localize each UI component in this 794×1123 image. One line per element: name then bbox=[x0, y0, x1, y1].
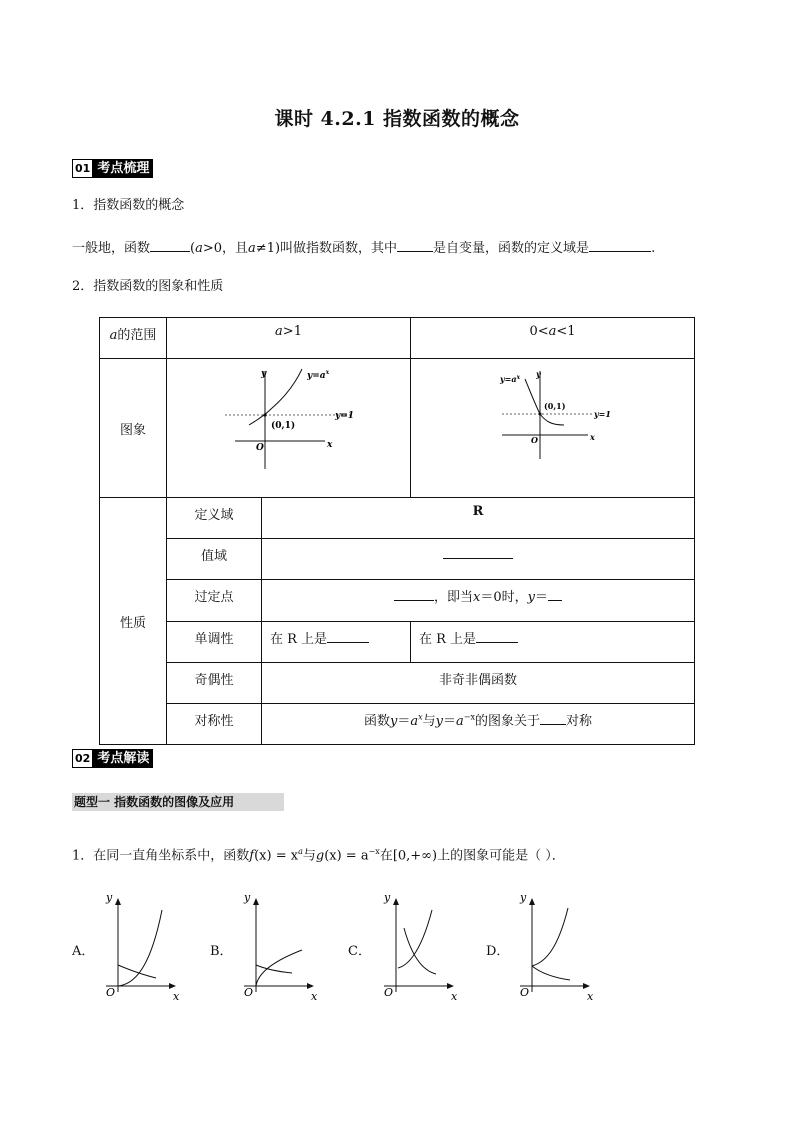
definition-line bbox=[72, 238, 655, 258]
col-a-greater-1 bbox=[167, 318, 411, 359]
cell-text: ＝ bbox=[534, 590, 548, 605]
axis-y-label: y bbox=[244, 891, 251, 904]
fixed-point-label: 过定点 bbox=[167, 580, 262, 622]
math-text: (x) = x bbox=[254, 848, 299, 864]
origin-label: O bbox=[256, 443, 264, 453]
def-text: 一般地，函数 bbox=[72, 241, 151, 256]
var-y: y bbox=[389, 714, 398, 729]
cell-text: ＝ bbox=[443, 714, 457, 729]
cell-text: 的范围 bbox=[117, 328, 157, 343]
question-1-text bbox=[72, 843, 565, 865]
parity-label: 奇偶性 bbox=[167, 663, 262, 704]
point-label: (0,1) bbox=[271, 421, 296, 431]
line-label: y=1 bbox=[593, 409, 611, 419]
origin-label: O bbox=[244, 986, 254, 999]
cell-text: ＝ bbox=[397, 714, 411, 729]
monotonic-right bbox=[411, 622, 695, 663]
cell-text: 对称 bbox=[566, 714, 593, 729]
parity-value: 非奇非偶函数 bbox=[262, 663, 695, 704]
props-label-cell: 性质 bbox=[100, 498, 167, 745]
question-type-banner: 题型一 指数函数的图像及应用 bbox=[72, 793, 284, 811]
axis-x-label: x bbox=[327, 440, 333, 450]
point-0-1 bbox=[263, 413, 266, 416]
graph-decreasing bbox=[412, 359, 694, 493]
choice-d-graph[interactable] bbox=[512, 888, 612, 1006]
section-header-02 bbox=[72, 749, 153, 768]
choice-a-graph[interactable] bbox=[98, 888, 198, 1006]
var-a: a bbox=[275, 324, 283, 339]
var-a: a bbox=[248, 241, 256, 256]
def-text: ≠1)叫做指数函数，其中 bbox=[255, 241, 398, 256]
interval: [0,+∞) bbox=[392, 848, 438, 864]
def-text: 是自变量，函数的定义域是 bbox=[433, 241, 590, 256]
cell-text: ＝0时， bbox=[480, 590, 528, 605]
math-text: (x) = a bbox=[324, 848, 369, 864]
line-label: y=1 bbox=[335, 411, 355, 421]
axis-y-label: y bbox=[106, 891, 113, 904]
blank-symmetry bbox=[540, 711, 566, 725]
monotonic-label: 单调性 bbox=[167, 622, 262, 663]
var-a: a bbox=[109, 328, 118, 343]
curve-label: $y=a^x$ bbox=[499, 374, 520, 384]
graph-increasing bbox=[167, 359, 410, 493]
var-g: g bbox=[315, 848, 325, 864]
blank-domain bbox=[589, 238, 651, 252]
monotonic-left bbox=[262, 622, 411, 663]
question-text: 上的图象可能是（ ）． bbox=[437, 848, 565, 864]
blank-range bbox=[443, 545, 513, 559]
exponent: a bbox=[298, 847, 303, 856]
question-text: 1．在同一直角坐标系中，函数 bbox=[72, 848, 250, 864]
choice-c-graph[interactable] bbox=[376, 888, 476, 1006]
cell-text: ，即当 bbox=[433, 590, 473, 605]
def-text: . bbox=[651, 241, 656, 256]
blank-y bbox=[548, 587, 562, 601]
cell-text: 的图象关于 bbox=[475, 714, 541, 729]
point-2-heading: 2．指数函数的图象和性质 bbox=[72, 279, 224, 294]
cell-text: <1 bbox=[556, 324, 576, 339]
exponent: −x bbox=[368, 847, 380, 856]
graph-increasing-cell bbox=[167, 359, 411, 498]
section-label: 考点梳理 bbox=[93, 159, 153, 178]
origin-label: O bbox=[384, 986, 394, 999]
axis-x-label: x bbox=[451, 990, 458, 1003]
section-label: 考点解读 bbox=[93, 749, 153, 768]
page-title: 课时 4.2.1 指数函数的概念 bbox=[274, 108, 520, 130]
cell-text: 0< bbox=[529, 324, 549, 339]
curve-label: $y=a^x$ bbox=[307, 369, 330, 381]
curve-increasing bbox=[249, 369, 302, 425]
question-text: 与 bbox=[302, 848, 316, 864]
symmetry-value bbox=[262, 704, 695, 745]
symmetry-label: 对称性 bbox=[167, 704, 262, 745]
axis-y-label: y bbox=[261, 369, 267, 379]
exponential-properties-table bbox=[99, 317, 695, 745]
axis-x-label: x bbox=[311, 990, 318, 1003]
var-a: a bbox=[410, 714, 419, 729]
origin-label: O bbox=[106, 986, 116, 999]
choice-a-label[interactable]: A． bbox=[72, 944, 95, 959]
blank-variable bbox=[397, 238, 433, 252]
range-label-cell bbox=[100, 318, 167, 359]
blank-function bbox=[150, 238, 190, 252]
range-value bbox=[262, 539, 695, 580]
point-0-1 bbox=[538, 413, 541, 416]
point-1-heading: 1．指数函数的概念 bbox=[72, 198, 185, 213]
def-text: ( bbox=[190, 241, 196, 256]
var-y: y bbox=[435, 714, 443, 729]
choice-b-label[interactable]: B． bbox=[210, 944, 233, 959]
var-f: f bbox=[249, 848, 255, 864]
axis-y-label: y bbox=[535, 369, 541, 379]
col-a-between-0-1 bbox=[411, 318, 695, 359]
fixed-point-value bbox=[262, 580, 695, 622]
axis-x-label: x bbox=[589, 432, 595, 442]
cell-text: 在 R 上是 bbox=[270, 632, 328, 647]
cell-text: >1 bbox=[282, 324, 302, 339]
section-header-01 bbox=[72, 159, 153, 178]
var-x: x bbox=[473, 590, 481, 605]
blank-mono-right bbox=[476, 629, 518, 643]
origin-label: O bbox=[520, 986, 530, 999]
range-label: 值域 bbox=[167, 539, 262, 580]
axis-y-label: y bbox=[520, 891, 527, 904]
def-text: >0，且 bbox=[202, 241, 249, 256]
cell-text: 与 bbox=[422, 714, 436, 729]
var-a: a bbox=[456, 714, 464, 729]
exponent: x bbox=[418, 712, 423, 722]
blank-mono-left bbox=[327, 629, 369, 643]
axis-x-label: x bbox=[587, 990, 594, 1003]
domain-label: 定义域 bbox=[167, 498, 262, 539]
cell-text: 函数 bbox=[363, 714, 390, 729]
choice-b-graph[interactable] bbox=[236, 888, 336, 1006]
answer-choices bbox=[72, 888, 632, 1008]
var-a: a bbox=[195, 241, 203, 256]
section-number: 02 bbox=[72, 749, 93, 768]
origin-label: O bbox=[530, 435, 538, 445]
cell-text: 在 R 上是 bbox=[419, 632, 477, 647]
choice-c-label[interactable]: C． bbox=[348, 944, 371, 959]
graph-label-cell: 图象 bbox=[100, 359, 167, 498]
axis-x-label: x bbox=[173, 990, 180, 1003]
var-a: a bbox=[548, 324, 557, 339]
blank-point bbox=[394, 587, 434, 601]
domain-value: R bbox=[262, 498, 695, 539]
question-text: 在 bbox=[379, 848, 393, 864]
choice-d-label[interactable]: D． bbox=[486, 944, 510, 959]
point-label: (0,1) bbox=[543, 401, 565, 411]
axis-y-label: y bbox=[384, 891, 391, 904]
var-y: y bbox=[527, 590, 535, 605]
section-number: 01 bbox=[72, 159, 93, 178]
exponent: −x bbox=[463, 712, 475, 722]
graph-decreasing-cell bbox=[411, 359, 695, 498]
